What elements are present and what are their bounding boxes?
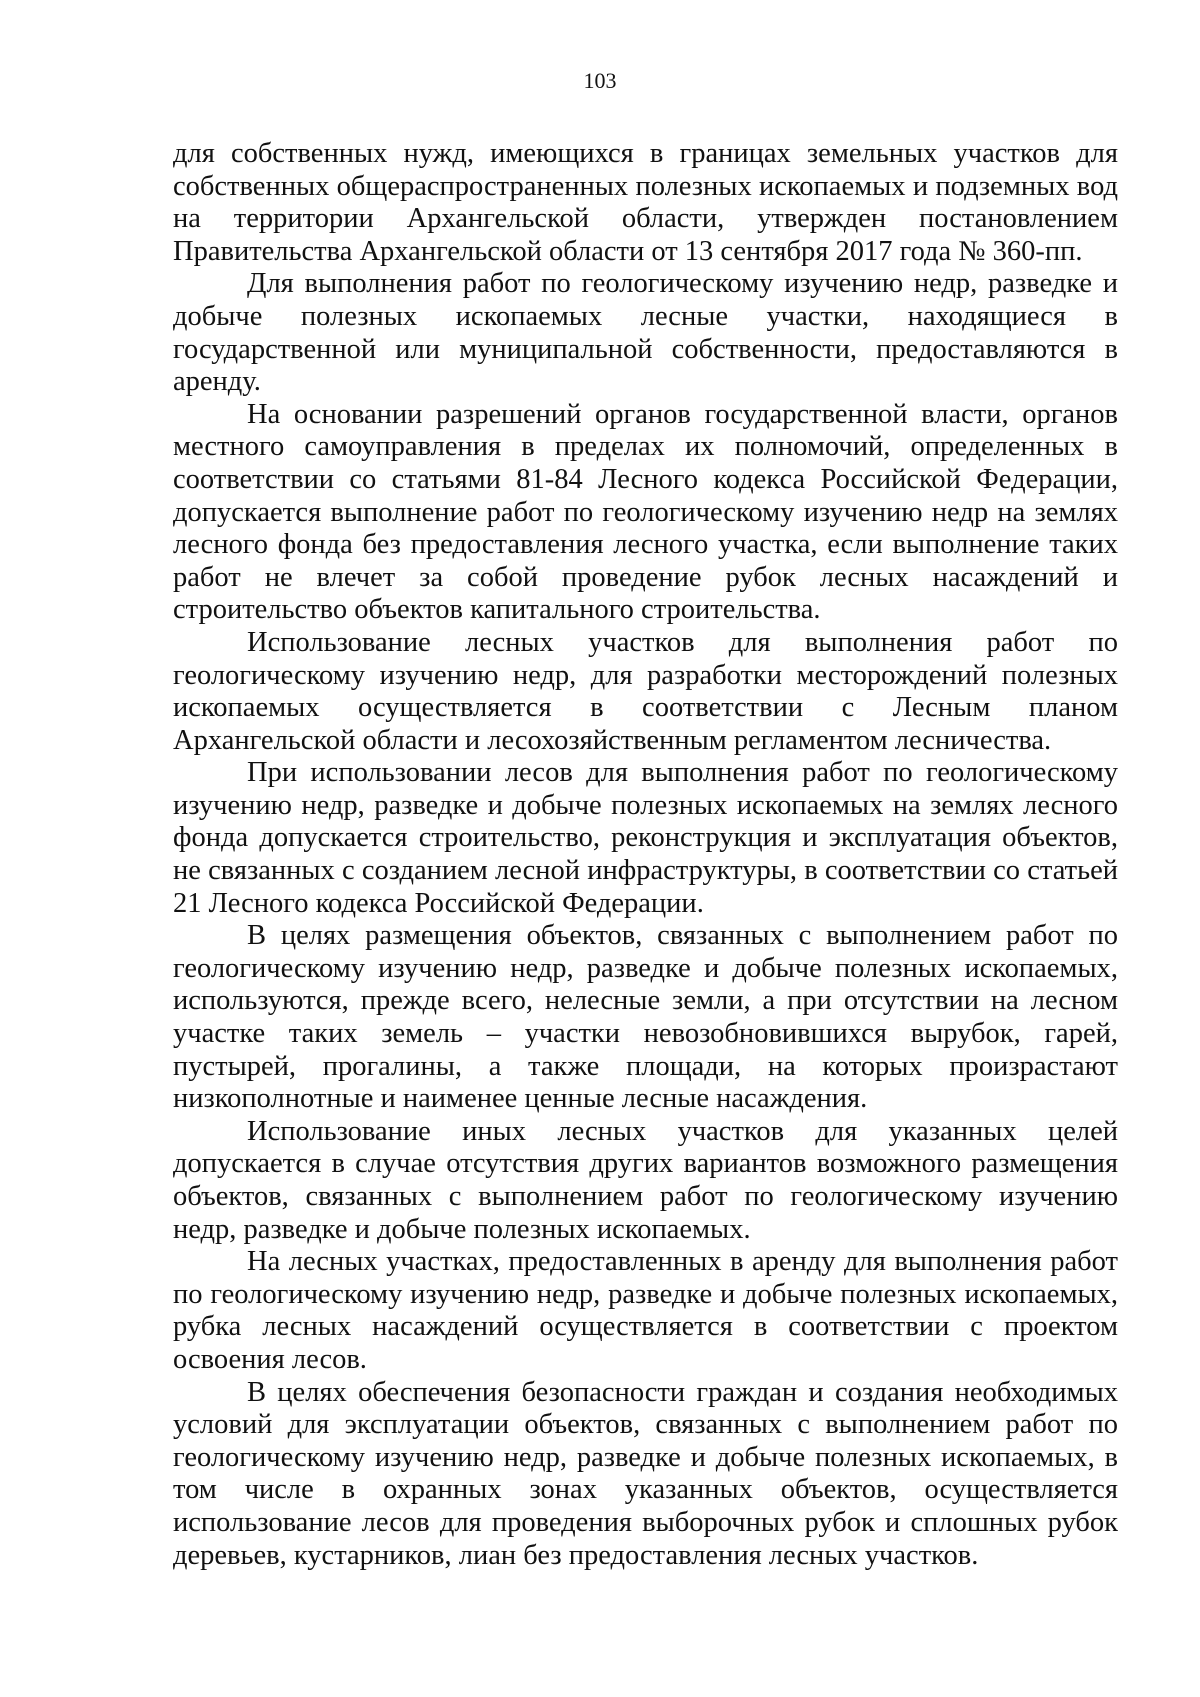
paragraph-construction-allowed: При использовании лесов для выполнения работ по геологическому изучению недр, разведке и добыче полезных ископаемых на землях лесного фонда допускается строительство, реконструкция и эксплуатация объектов, не связанных с созданием лесной инфраструктуры, в соответствии со статьей 21 Лесного кодекса Российской Федерации. (173, 757, 1118, 919)
paragraph-leased-plots-felling: На лесных участках, предоставленных в аренду для выполнения работ по геологическому изучению недр, разведке и добыче полезных ископаемых, рубка лесных насаждений осуществляется в соответствии с проектом освоения лесов. (173, 1246, 1118, 1375)
paragraph-continuation: для собственных нужд, имеющихся в границах земельных участков для собственных общераспространенных полезных ископаемых и подземных вод на территории Архангельской области, утвержден постановлением Правительства Архангельской области от 13 сентября 2017 года № 360-пп. (173, 138, 1118, 267)
document-body (173, 138, 1118, 1572)
paragraph-forest-plan-compliance: Использование лесных участков для выполнения работ по геологическому изучению недр, для разработки месторождений полезных ископаемых осуществляется в соответствии с Лесным планом Архангельской области и лесохозяйственным регламентом лесничества. (173, 626, 1118, 756)
paragraph-safety-felling: В целях обеспечения безопасности граждан и создания необходимых условий для эксплуатации объектов, связанных с выполнением работ по геологическому изучению недр, разведке и добыче полезных ископаемых, в том числе в охранных зонах указанных объектов, осуществляется использование лесов для проведения выборочных рубок и сплошных рубок деревьев, кустарников, лиан без предоставления лесных участков. (173, 1376, 1118, 1571)
paragraph-other-plots: Использование иных лесных участков для указанных целей допускается в случае отсутствия других вариантов возможного размещения объектов, связанных с выполнением работ по геологическому изучению недр, разведке и добыче полезных ископаемых. (173, 1115, 1118, 1245)
paragraph-permits-without-lease: На основании разрешений органов государственной власти, органов местного самоуправления в пределах их полномочий, определенных в соответствии со статьями 81-84 Лесного кодекса Российской Федерации, допускается выполнение работ по геологическому изучению недр на землях лесного фонда без предоставления лесного участка, если выполнение таких работ не влечет за собой проведение рубок лесных насаждений и строительство объектов капитального строительства. (173, 398, 1118, 626)
paragraph-lease-for-geology: Для выполнения работ по геологическому изучению недр, разведке и добыче полезных ископаемых лесные участки, находящиеся в государственной или муниципальной собственности, предоставляются в аренду. (173, 268, 1118, 398)
paragraph-placement-priorities: В целях размещения объектов, связанных с выполнением работ по геологическому изучению недр, разведке и добыче полезных ископаемых, используются, прежде всего, нелесные земли, а при отсутствии на лесном участке таких земель – участки невозобновившихся вырубок, гарей, пустырей, прогалины, а также площади, на которых произрастают низкополнотные и наименее ценные лесные насаждения. (173, 920, 1118, 1115)
page-number: 103 (583, 68, 617, 93)
